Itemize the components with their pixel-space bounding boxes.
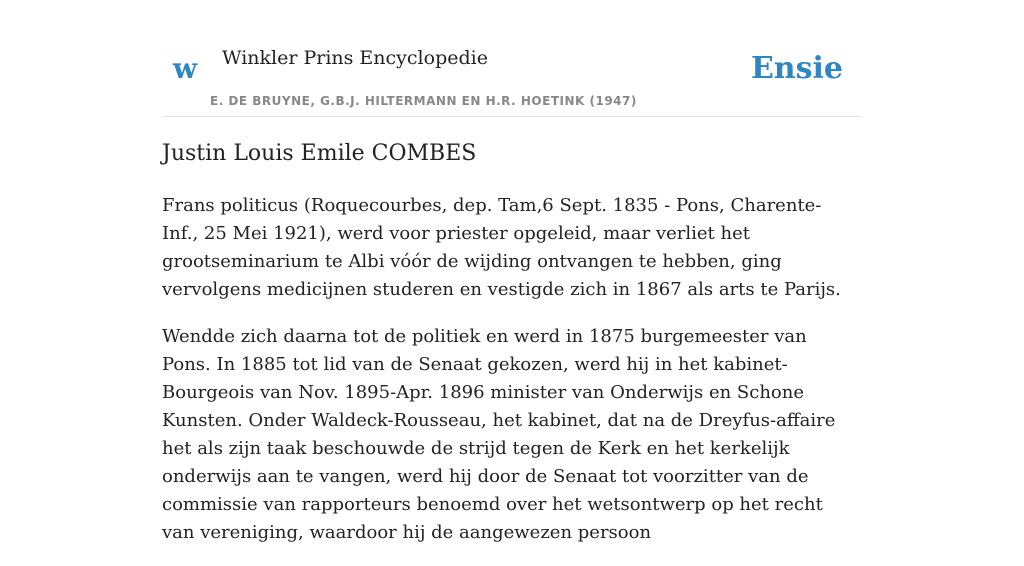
article-paragraph: Wendde zich daarna tot de politiek en werd in 1875 burgemeester van Pons. In 1885 tot lid van de Senaat gekozen, werd hij in het kabinet-Bourgeois van Nov. 1895-Apr. 1896 minister van Onderwijs en Schone Kunsten. Onder Waldeck-Rousseau, het kabinet, dat na de Dreyfus-affaire het als zijn taak beschouwde de strijd tegen de Kerk en het kerkelijk onderwijs aan te vangen, werd hij door de Senaat tot voorzitter van de commissie van rapporteurs benoemd over het wetsontwerp op het recht van vereniging, waardoor hij de aangewezen persoon <box>162 326 836 543</box>
site-header <box>162 30 862 117</box>
article-body <box>162 192 852 547</box>
article-title: Justin Louis Emile COMBES <box>162 141 477 166</box>
encyclopedia-title[interactable]: Winkler Prins Encyclopedie <box>222 47 488 69</box>
article <box>162 138 852 566</box>
ensie-logo[interactable]: Ensie <box>750 51 843 86</box>
authors-line: E. DE BRUYNE, G.B.J. HILTERMANN EN H.R. HOETINK (1947) <box>210 94 637 108</box>
winkler-prins-logo[interactable]: w <box>173 52 198 85</box>
article-paragraph: Frans politicus (Roquecourbes, dep. Tam,6 Sept. 1835 - Pons, Charente-Inf., 25 Mei 1921), werd voor priester opgeleid, maar verliet het grootseminarium te Albi vóór de wijding ontvangen te hebben, ging vervolgens medicijnen studeren en vestigde zich in 1867 als arts te Parijs. <box>162 195 841 300</box>
